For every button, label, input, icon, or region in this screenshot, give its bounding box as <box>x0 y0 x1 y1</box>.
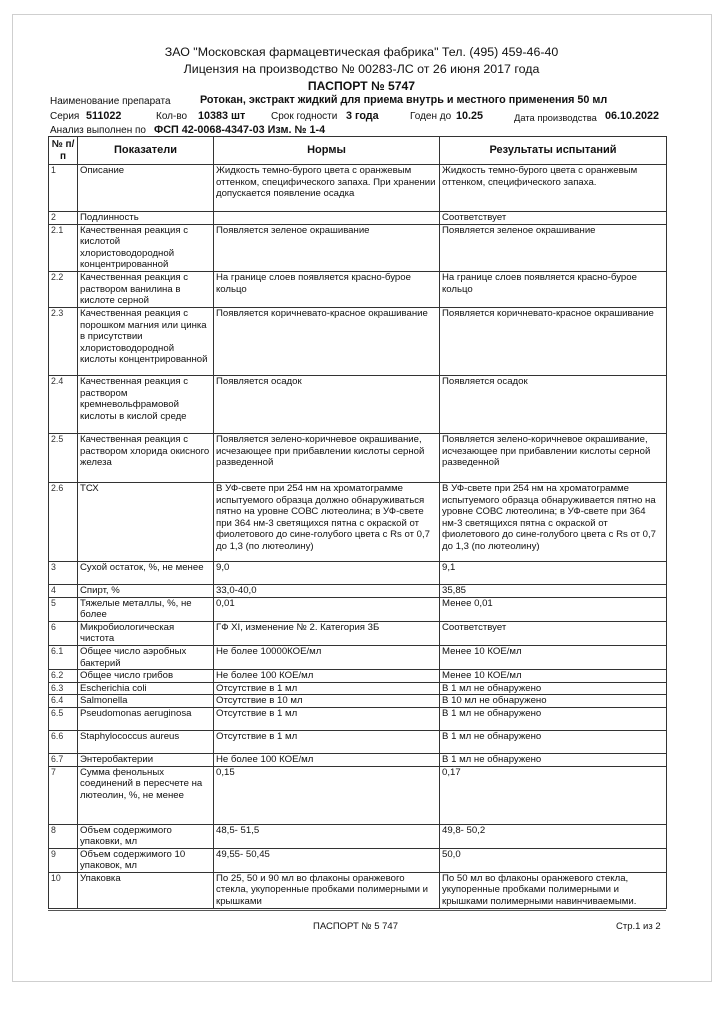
col-header-norm: Нормы <box>214 137 440 165</box>
row-result: Менее 10 КОЕ/мл <box>440 645 667 669</box>
mfg-value: 06.10.2022 <box>605 110 660 122</box>
row-norm: Не более 100 КОЕ/мл <box>214 670 440 683</box>
row-norm: В УФ-свете при 254 нм на хроматограмме испытуемого образца должно обнаруживаться пятно на уровне СОВС лютеолина; в УФ-свете при 364 нм-3 светящихся пятна с окраской от фиолетового до сине-голубого цвета с Rs от 0,7 до 1,3 (по лютеолину) <box>214 482 440 561</box>
row-result: Появляется осадок <box>440 375 667 433</box>
row-indicator: Сумма фенольных соединений в пересчете на лютеолин, %, не менее <box>78 766 214 824</box>
table-header-row <box>49 137 667 165</box>
row-norm: Отсутствие в 10 мл <box>214 695 440 708</box>
qty-value: 10383 шт <box>198 110 246 122</box>
row-number: 9 <box>49 848 78 872</box>
row-number: 6.7 <box>49 753 78 766</box>
row-norm: 0,15 <box>214 766 440 824</box>
row-result: В 1 мл не обнаружено <box>440 753 667 766</box>
row-norm: Отсутствие в 1 мл <box>214 682 440 695</box>
row-norm: Появляется осадок <box>214 375 440 433</box>
row-number: 2.6 <box>49 482 78 561</box>
row-indicator: Качественная реакция с раствором кремневольфрамовой кислоты в кислой среде <box>78 375 214 433</box>
row-norm: 0,01 <box>214 597 440 621</box>
shelf-label: Срок годности <box>271 111 338 122</box>
row-indicator: Энтеробактерии <box>78 753 214 766</box>
row-result: Менее 10 КОЕ/мл <box>440 670 667 683</box>
row-number: 6.1 <box>49 645 78 669</box>
table-row <box>49 597 667 621</box>
row-norm: ГФ XI, изменение № 2. Категория 3Б <box>214 621 440 645</box>
row-number: 10 <box>49 872 78 908</box>
row-indicator: Тяжелые металлы, %, не более <box>78 597 214 621</box>
row-indicator: Подлинность <box>78 212 214 225</box>
row-result: В 1 мл не обнаружено <box>440 707 667 730</box>
col-header-result: Результаты испытаний <box>440 137 667 165</box>
row-indicator: Качественная реакция с раствором хлорида окисного железа <box>78 433 214 482</box>
table-row <box>49 707 667 730</box>
row-number: 2.4 <box>49 375 78 433</box>
row-result: 0,17 <box>440 766 667 824</box>
row-number: 5 <box>49 597 78 621</box>
row-norm: 48,5- 51,5 <box>214 824 440 848</box>
table-row <box>49 165 667 212</box>
table-row <box>49 584 667 597</box>
row-number: 7 <box>49 766 78 824</box>
row-indicator: Объем содержимого упаковки, мл <box>78 824 214 848</box>
table-bottom-border <box>48 910 666 911</box>
results-table <box>48 136 667 909</box>
row-norm: Жидкость темно-бурого цвета с оранжевым оттенком, специфического запаха. При хранении допускается появление осадка <box>214 165 440 212</box>
row-indicator: Staphylococcus aureus <box>78 730 214 753</box>
row-indicator: Упаковка <box>78 872 214 908</box>
row-indicator: Качественная реакция с порошком магния или цинка в присутствии хлористоводородной кислоты концентрированной <box>78 307 214 375</box>
table-row <box>49 224 667 271</box>
table-row <box>49 872 667 908</box>
row-result: 9,1 <box>440 561 667 584</box>
series-value: 511022 <box>86 110 122 122</box>
row-indicator: Объем содержимого 10 упаковок, мл <box>78 848 214 872</box>
row-result: 35,85 <box>440 584 667 597</box>
row-norm: 33,0-40,0 <box>214 584 440 597</box>
footer-passport: ПАСПОРТ № 5 747 <box>313 921 398 932</box>
row-number: 4 <box>49 584 78 597</box>
row-norm: Отсутствие в 1 мл <box>214 707 440 730</box>
table-row <box>49 682 667 695</box>
footer-page: Стр.1 из 2 <box>616 921 661 932</box>
mfg-label: Дата производства <box>514 112 597 123</box>
row-result: В 10 мл не обнаружено <box>440 695 667 708</box>
table-row <box>49 561 667 584</box>
shelf-value: 3 года <box>346 110 379 122</box>
analysis-label: Анализ выполнен по <box>50 125 146 136</box>
table-row <box>49 848 667 872</box>
table-row <box>49 212 667 225</box>
table-row <box>49 271 667 307</box>
row-indicator: Salmonella <box>78 695 214 708</box>
row-indicator: Общее число грибов <box>78 670 214 683</box>
table-row <box>49 824 667 848</box>
row-number: 6.2 <box>49 670 78 683</box>
row-number: 8 <box>49 824 78 848</box>
row-indicator: Общее число аэробных бактерий <box>78 645 214 669</box>
row-norm <box>214 212 440 225</box>
row-result: Жидкость темно-бурого цвета с оранжевым оттенком, специфического запаха. <box>440 165 667 212</box>
row-result: Соответствует <box>440 621 667 645</box>
series-label: Серия <box>50 111 80 122</box>
analysis-value: ФСП 42-0068-4347-03 Изм. № 1-4 <box>154 124 326 136</box>
row-indicator: Спирт, % <box>78 584 214 597</box>
passport-title: ПАСПОРТ № 5747 <box>307 79 416 93</box>
row-number: 6.4 <box>49 695 78 708</box>
row-result: Появляется зелено-коричневое окрашивание, исчезающее при прибавлении кислоты серной разведенной <box>440 433 667 482</box>
row-norm: На границе слоев появляется красно-бурое кольцо <box>214 271 440 307</box>
valid-value: 10.25 <box>456 110 484 122</box>
row-indicator: Escherichia coli <box>78 682 214 695</box>
row-indicator: Сухой остаток, %, не менее <box>78 561 214 584</box>
row-number: 2.3 <box>49 307 78 375</box>
table-row <box>49 433 667 482</box>
row-number: 6.3 <box>49 682 78 695</box>
table-row <box>49 621 667 645</box>
table-row <box>49 766 667 824</box>
row-result: 50,0 <box>440 848 667 872</box>
row-norm: 49,55- 50,45 <box>214 848 440 872</box>
col-header-indicator: Показатели <box>78 137 214 165</box>
row-indicator: Микробиологическая чистота <box>78 621 214 645</box>
row-result: Появляется зеленое окрашивание <box>440 224 667 271</box>
table-row <box>49 730 667 753</box>
row-result: В УФ-свете при 254 нм на хроматограмме испытуемого образца обнаруживается пятно на уровне СОВС лютеолина; в УФ-свете при 364 нм-3 светящихся пятна с окраской от фиолетового до сине-голубого цвета с Rs от 0,7 до 1,3 (по лютеолину) <box>440 482 667 561</box>
table-row <box>49 695 667 708</box>
row-indicator: Качественная реакция с раствором ванилина в кислоте серной <box>78 271 214 307</box>
row-result: Соответствует <box>440 212 667 225</box>
row-norm: Не более 100 КОЕ/мл <box>214 753 440 766</box>
row-norm: Отсутствие в 1 мл <box>214 730 440 753</box>
row-result: В 1 мл не обнаружено <box>440 682 667 695</box>
license-line: Лицензия на производство № 00283-ЛС от 26 июня 2017 года <box>183 62 540 76</box>
row-norm: Появляется зелено-коричневое окрашивание, исчезающее при прибавлении кислоты серной разведенной <box>214 433 440 482</box>
row-result: Появляется коричневато-красное окрашивание <box>440 307 667 375</box>
row-number: 1 <box>49 165 78 212</box>
row-norm: Появляется зеленое окрашивание <box>214 224 440 271</box>
table-row <box>49 375 667 433</box>
row-result: 49,8- 50,2 <box>440 824 667 848</box>
row-number: 2.5 <box>49 433 78 482</box>
table-row <box>49 753 667 766</box>
row-norm: По 25, 50 и 90 мл во флаконы оранжевого стекла, укупоренные пробками полимерными и крышками <box>214 872 440 908</box>
row-number: 6.5 <box>49 707 78 730</box>
row-norm: 9,0 <box>214 561 440 584</box>
table-row <box>49 670 667 683</box>
row-number: 6 <box>49 621 78 645</box>
row-norm: Не более 10000КОЕ/мл <box>214 645 440 669</box>
name-value: Ротокан, экстракт жидкий для приема внутрь и местного применения 50 мл <box>200 94 608 106</box>
row-number: 3 <box>49 561 78 584</box>
valid-label: Годен до <box>410 111 452 122</box>
row-indicator: Pseudomonas aeruginosa <box>78 707 214 730</box>
row-number: 2.1 <box>49 224 78 271</box>
table-row <box>49 645 667 669</box>
table-row <box>49 307 667 375</box>
row-indicator: ТСХ <box>78 482 214 561</box>
row-number: 6.6 <box>49 730 78 753</box>
company-line: ЗАО "Московская фармацевтическая фабрика" Тел. (495) 459-46-40 <box>164 45 559 59</box>
row-result: На границе слоев появляется красно-бурое кольцо <box>440 271 667 307</box>
table-row <box>49 482 667 561</box>
row-indicator: Описание <box>78 165 214 212</box>
row-result: В 1 мл не обнаружено <box>440 730 667 753</box>
row-norm: Появляется коричневато-красное окрашивание <box>214 307 440 375</box>
row-result: По 50 мл во флаконы оранжевого стекла, укупоренные пробками полимерными и крышками полимерными навинчиваемыми. <box>440 872 667 908</box>
row-result: Менее 0,01 <box>440 597 667 621</box>
col-header-num: № п/п <box>49 137 78 165</box>
qty-label: Кол-во <box>156 111 188 122</box>
row-number: 2 <box>49 212 78 225</box>
row-indicator: Качественная реакция с кислотой хлористоводородной концентрированной <box>78 224 214 271</box>
name-label: Наименование препарата <box>50 96 171 107</box>
row-number: 2.2 <box>49 271 78 307</box>
